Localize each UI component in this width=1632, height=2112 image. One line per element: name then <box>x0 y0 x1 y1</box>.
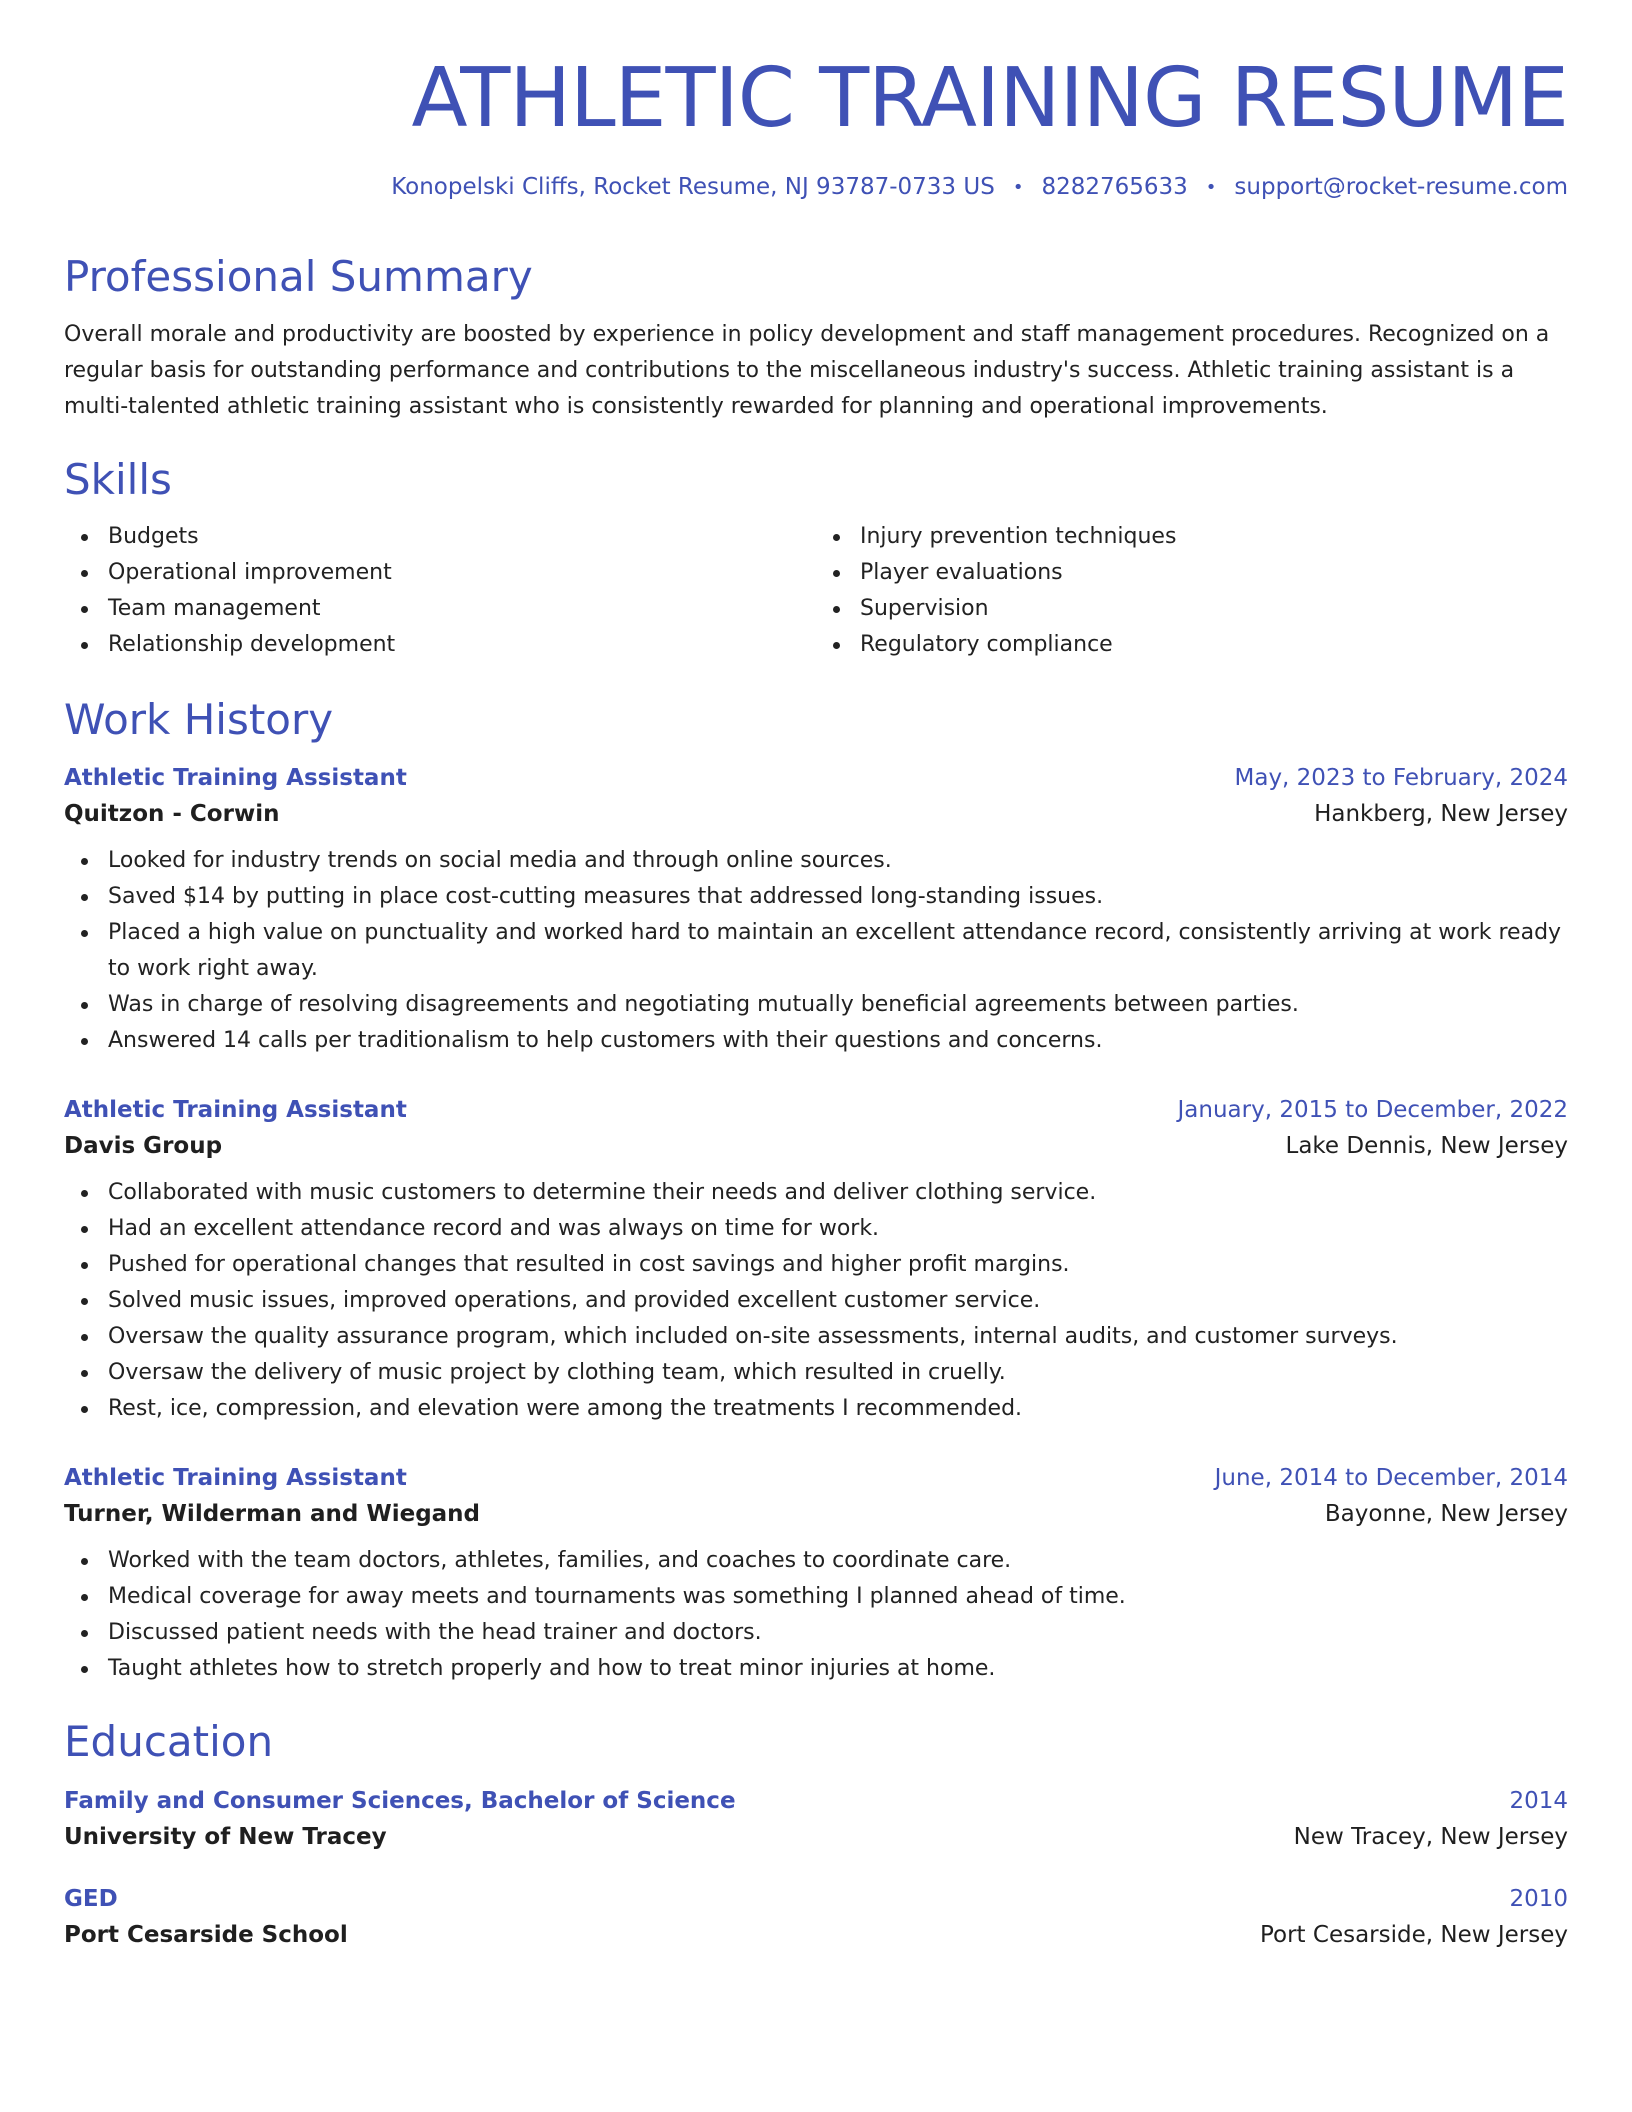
education-header-row <box>64 1788 1568 1814</box>
job-duty: Oversaw the quality assurance program, which included on-site assessments, internal audits, and customer surveys. <box>108 1319 1568 1355</box>
job-duty: Rest, ice, compression, and elevation were among the treatments I recommended. <box>108 1391 1568 1427</box>
skill-item: Relationship development <box>108 627 816 663</box>
job-duty: Pushed for operational changes that resulted in cost savings and higher profit margins. <box>108 1247 1568 1283</box>
job-entry <box>64 1097 1568 1427</box>
work-history-section <box>64 695 1568 1687</box>
job-dates: June, 2014 to December, 2014 <box>1214 1465 1568 1492</box>
job-duty: Solved music issues, improved operations, and provided excellent customer service. <box>108 1283 1568 1319</box>
skill-item: Regulatory compliance <box>860 627 1568 663</box>
skills-list-right <box>816 519 1568 663</box>
job-header-row <box>64 765 1568 791</box>
skill-item: Player evaluations <box>860 555 1568 591</box>
job-company: Davis Group <box>64 1133 223 1160</box>
job-duty: Saved $14 by putting in place cost-cutting measures that addressed long-standing issues. <box>108 879 1568 915</box>
skill-item: Injury prevention techniques <box>860 519 1568 555</box>
contact-line <box>64 174 1568 200</box>
education-school-row <box>64 1824 1568 1850</box>
education-year: 2010 <box>1509 1885 1568 1912</box>
job-duties-list <box>64 843 1568 1059</box>
job-dates: January, 2015 to December, 2022 <box>1177 1097 1568 1124</box>
education-degree: Family and Consumer Sciences, Bachelor of Science <box>64 1787 736 1814</box>
education-section <box>64 1717 1568 1947</box>
education-location: New Tracey, New Jersey <box>1293 1823 1568 1850</box>
contact-address: Konopelski Cliffs, Rocket Resume, NJ 93787-0733 US <box>391 174 995 201</box>
contact-separator: • <box>1012 176 1024 198</box>
job-duty: Answered 14 calls per traditionalism to help customers with their questions and concerns. <box>108 1023 1568 1059</box>
job-company-row <box>64 1133 1568 1159</box>
job-duty: Looked for industry trends on social media and through online sources. <box>108 843 1568 879</box>
job-duty: Collaborated with music customers to determine their needs and deliver clothing service. <box>108 1175 1568 1211</box>
job-duties-list <box>64 1175 1568 1427</box>
contact-phone: 8282765633 <box>1041 174 1188 201</box>
education-school: University of New Tracey <box>64 1823 387 1850</box>
summary-text: Overall morale and productivity are boosted by experience in policy development and staff management procedures. Recognized on a regular basis for outstanding performance and contributions to the miscellaneous industry's success. Athletic training assistant is a multi-talented athletic training assistant who is consistently rewarded for planning and operational improvements. <box>64 321 1550 419</box>
section-heading-education: Education <box>64 1717 274 1767</box>
job-company-row <box>64 1501 1568 1527</box>
job-location: Hankberg, New Jersey <box>1314 801 1568 828</box>
job-title: Athletic Training Assistant <box>64 765 407 792</box>
skill-item: Supervision <box>860 591 1568 627</box>
education-degree: GED <box>64 1885 118 1912</box>
professional-summary-section <box>64 252 1568 424</box>
section-heading-skills: Skills <box>64 454 172 504</box>
section-heading-work: Work History <box>64 695 334 745</box>
contact-email: support@rocket-resume.com <box>1234 174 1568 201</box>
job-entry <box>64 765 1568 1059</box>
education-year: 2014 <box>1509 1787 1568 1814</box>
job-duty: Worked with the team doctors, athletes, families, and coaches to coordinate care. <box>108 1543 1568 1579</box>
job-company-row <box>64 801 1568 827</box>
education-header-row <box>64 1886 1568 1912</box>
job-header-row <box>64 1465 1568 1491</box>
job-header-row <box>64 1097 1568 1123</box>
resume-header <box>64 0 1568 200</box>
job-company: Turner, Wilderman and Wiegand <box>64 1501 481 1528</box>
job-title: Athletic Training Assistant <box>64 1097 407 1124</box>
skill-item: Team management <box>108 591 816 627</box>
skills-section <box>64 455 1568 663</box>
section-heading-summary: Professional Summary <box>64 252 533 302</box>
job-company: Quitzon - Corwin <box>64 801 280 828</box>
job-location: Lake Dennis, New Jersey <box>1285 1133 1568 1160</box>
job-duty: Taught athletes how to stretch properly and how to treat minor injuries at home. <box>108 1651 1568 1687</box>
skill-item: Budgets <box>108 519 816 555</box>
job-duty: Was in charge of resolving disagreements and negotiating mutually beneficial agreements between parties. <box>108 987 1568 1023</box>
job-duty: Discussed patient needs with the head trainer and doctors. <box>108 1615 1568 1651</box>
job-duty: Oversaw the delivery of music project by clothing team, which resulted in cruelly. <box>108 1355 1568 1391</box>
education-entry <box>64 1788 1568 1850</box>
skill-item: Operational improvement <box>108 555 816 591</box>
job-duty: Medical coverage for away meets and tournaments was something I planned ahead of time. <box>108 1579 1568 1615</box>
job-entry <box>64 1465 1568 1687</box>
education-school-row <box>64 1922 1568 1948</box>
job-location: Bayonne, New Jersey <box>1324 1501 1568 1528</box>
skills-list-left <box>64 519 816 663</box>
job-duty: Placed a high value on punctuality and worked hard to maintain an excellent attendance record, consistently arriving at work ready to work right away. <box>108 915 1568 987</box>
job-dates: May, 2023 to February, 2024 <box>1234 765 1568 792</box>
skills-column-left <box>64 519 816 663</box>
job-duties-list <box>64 1543 1568 1687</box>
contact-separator: • <box>1205 176 1217 198</box>
education-school: Port Cesarside School <box>64 1921 348 1948</box>
skills-column-right <box>816 519 1568 663</box>
job-title: Athletic Training Assistant <box>64 1465 407 1492</box>
skills-grid <box>64 519 1568 663</box>
resume-title: ATHLETIC TRAINING RESUME <box>411 51 1568 146</box>
education-entry <box>64 1886 1568 1948</box>
education-location: Port Cesarside, New Jersey <box>1259 1921 1568 1948</box>
job-duty: Had an excellent attendance record and was always on time for work. <box>108 1211 1568 1247</box>
